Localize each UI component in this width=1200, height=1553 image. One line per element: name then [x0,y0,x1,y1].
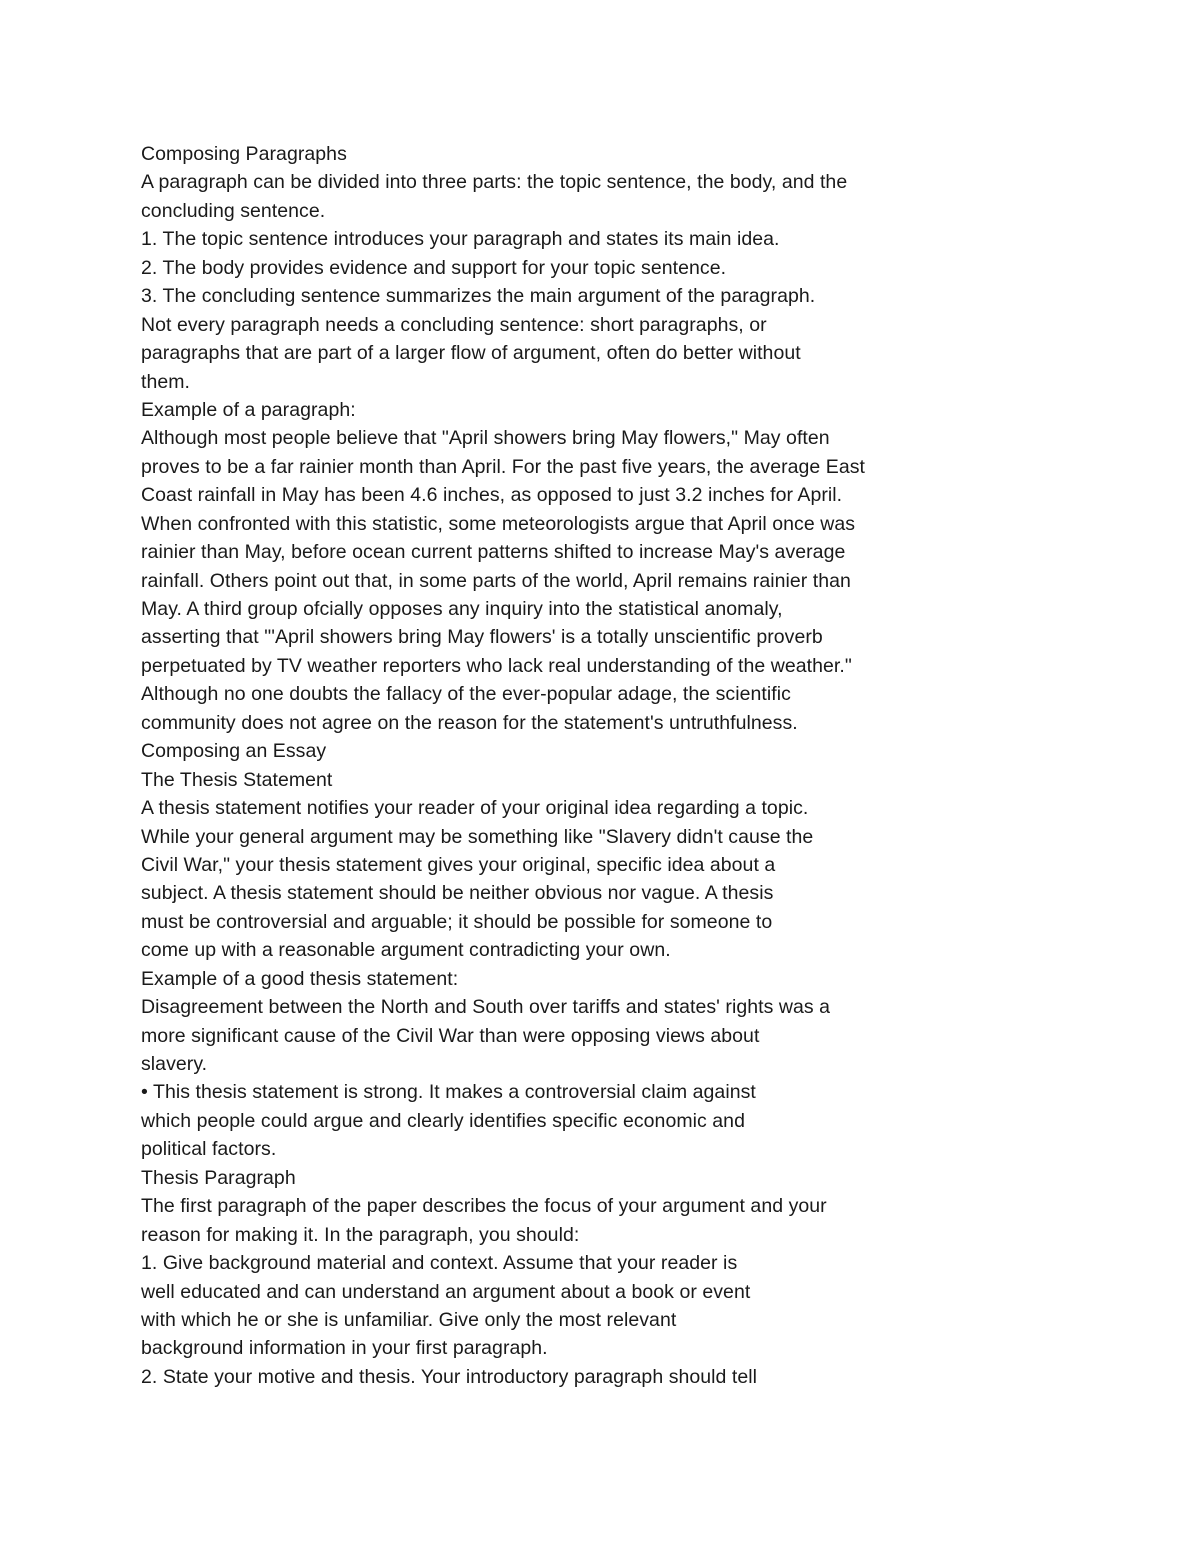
text-line: Coast rainfall in May has been 4.6 inches, as opposed to just 3.2 inches for April. [141,484,843,507]
text-line: The first paragraph of the paper describes the focus of your argument and your [141,1195,827,1218]
text-line: A paragraph can be divided into three parts: the topic sentence, the body, and the [141,171,848,194]
text-line: When confronted with this statistic, some meteorologists argue that April once was [141,512,856,535]
text-line: well educated and can understand an argument about a book or event [141,1280,751,1303]
text-line: A thesis statement notifies your reader of your original idea regarding a topic. [141,797,809,820]
text-line: them. [141,370,191,393]
list-item: 3. The concluding sentence summarizes the main argument of the paragraph. [141,285,816,308]
list-item: 1. The topic sentence introduces your paragraph and states its main idea. [141,228,780,251]
text-line: May. A third group ofcially opposes any inquiry into the statistical anomaly, [141,598,783,620]
subheading-example-paragraph: Example of a paragraph: [141,398,356,421]
list-item: 2. State your motive and thesis. Your introductory paragraph should tell [141,1365,758,1388]
heading-thesis-statement: The Thesis Statement [141,768,333,791]
text-line: Civil War," your thesis statement gives your original, specific idea about a [141,853,776,876]
text-line: which people could argue and clearly identifies specific economic and [141,1109,745,1132]
text-line: with which he or she is unfamiliar. Give only the most relevant [141,1308,677,1331]
heading-composing-paragraphs: Composing Paragraphs [141,143,347,165]
text-line: Not every paragraph needs a concluding sentence: short paragraphs, or [141,313,767,336]
text-line: While your general argument may be something like "Slavery didn't cause the [141,825,814,848]
text-line: Disagreement between the North and South over tariffs and states' rights was a [141,996,831,1019]
text-line: more significant cause of the Civil War than were opposing views about [141,1024,760,1047]
document-body [141,140,961,1391]
text-line: Although most people believe that "April showers bring May flowers," May often [141,427,830,450]
text-line: rainfall. Others point out that, in some parts of the world, April remains rainier than [141,569,851,592]
text-line: rainier than May, before ocean current patterns shifted to increase May's average [141,541,846,564]
text-line: proves to be a far rainier month than April. For the past five years, the average East [141,455,866,478]
bullet-item: • This thesis statement is strong. It makes a controversial claim against [141,1081,756,1104]
text-line: background information in your first paragraph. [141,1337,548,1360]
text-line: Although no one doubts the fallacy of the ever-popular adage, the scientific [141,683,791,706]
text-line: asserting that "'April showers bring May flowers' is a totally unscientific proverb [141,626,823,649]
text-line: concluding sentence. [141,199,326,222]
heading-thesis-paragraph: Thesis Paragraph [141,1166,296,1189]
list-item: 2. The body provides evidence and support for your topic sentence. [141,256,727,279]
list-item: 1. Give background material and context. Assume that your reader is [141,1252,738,1275]
text-line: must be controversial and arguable; it should be possible for someone to [141,910,773,933]
subheading-example-thesis: Example of a good thesis statement: [141,967,459,990]
text-line: reason for making it. In the paragraph, you should: [141,1223,580,1246]
text-line: political factors. [141,1138,277,1161]
text-line: slavery. [141,1053,208,1075]
text-line: come up with a reasonable argument contradicting your own. [141,939,671,962]
heading-composing-essay: Composing an Essay [141,740,327,763]
text-line: perpetuated by TV weather reporters who lack real understanding of the weather." [141,654,852,677]
text-line: paragraphs that are part of a larger flow of argument, often do better without [141,342,801,365]
text-line: community does not agree on the reason for the statement's untruthfulness. [141,711,798,734]
text-line: subject. A thesis statement should be neither obvious nor vague. A thesis [141,882,774,905]
